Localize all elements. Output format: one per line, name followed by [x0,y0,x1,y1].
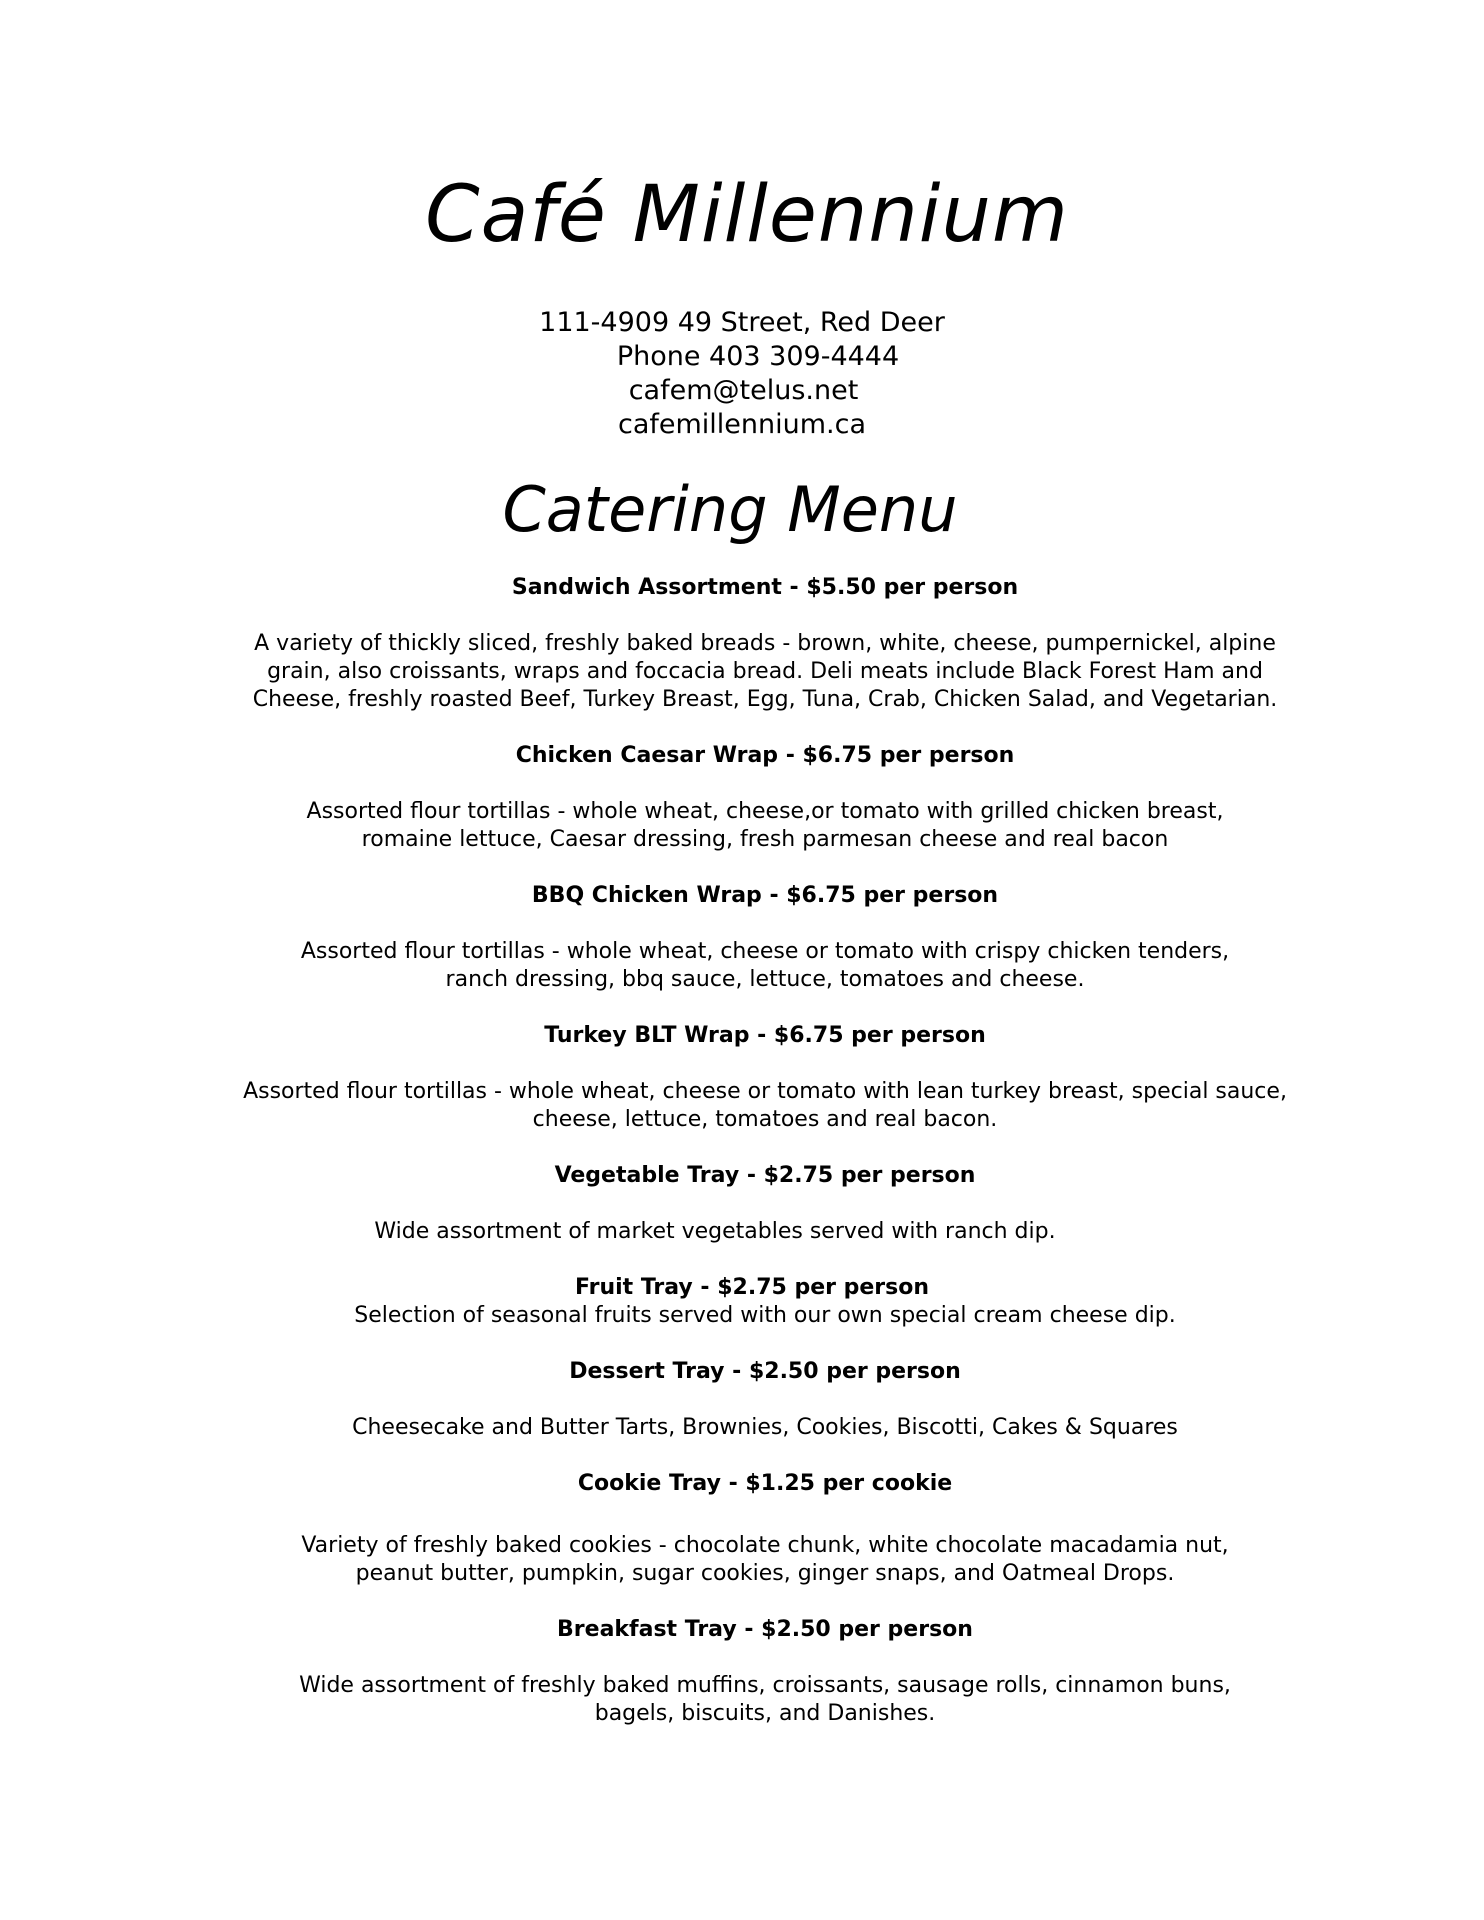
menu-item-heading: Dessert Tray - $2.50 per person [569,1359,961,1384]
menu-item-description: Assorted flour tortillas - whole wheat, cheese,or tomato with grilled chicken breast, romaine lettuce, Caesar dressing, fresh parmesan cheese and real bacon [306,799,1224,852]
menu-item-sandwich-assortment [240,574,1290,714]
menu-item-heading: Cookie Tray - $1.25 per cookie [577,1471,953,1496]
menu-item-description: A variety of thickly sliced, freshly baked breads - brown, white, cheese, pumpernickel, alpine grain, also croissants, wraps and foccacia bread. Deli meats include Black Forest Ham and Cheese, freshly roasted Beef, Turkey Breast, Egg, Tuna, Crab, Chicken Salad, and Vegetarian. [252,631,1278,712]
menu-item-description: Variety of freshly baked cookies - chocolate chunk, white chocolate macadamia nut, peanut butter, pumpkin, sugar cookies, ginger snaps, and Oatmeal Drops. [301,1533,1229,1586]
menu-item-cookie-tray [240,1470,1290,1588]
contact-block [0,306,1484,442]
menu-title: Catering Menu [502,473,958,546]
menu-item-breakfast-tray [240,1616,1290,1728]
menu-list [240,574,1290,1728]
menu-item-description: Selection of seasonal fruits served with our own special cream cheese dip. [354,1303,1176,1328]
menu-item-heading: BBQ Chicken Wrap - $6.75 per person [531,883,999,908]
menu-item-bbq-chicken-wrap [240,882,1290,994]
menu-item-description: Cheesecake and Butter Tarts, Brownies, Cookies, Biscotti, Cakes & Squares [352,1415,1178,1440]
menu-item-heading: Breakfast Tray - $2.50 per person [557,1617,973,1642]
menu-item-heading: Turkey BLT Wrap - $6.75 per person [544,1023,986,1048]
menu-item-description: Wide assortment of market vegetables served with ranch dip. [374,1219,1056,1244]
menu-item-chicken-caesar-wrap [240,742,1290,854]
menu-item-turkey-blt-wrap [240,1022,1290,1134]
menu-item-description: Assorted flour tortillas - whole wheat, cheese or tomato with lean turkey breast, special sauce, cheese, lettuce, tomatoes and real bacon. [243,1079,1287,1132]
menu-item-fruit-tray [240,1274,1290,1330]
menu-item-heading: Chicken Caesar Wrap - $6.75 per person [515,743,1015,768]
menu-item-heading: Vegetable Tray - $2.75 per person [554,1163,976,1188]
website: cafemillennium.ca [617,409,867,440]
email-address: cafem@telus.net [628,375,859,406]
menu-item-description: Assorted flour tortillas - whole wheat, cheese or tomato with crispy chicken tenders, ranch dressing, bbq sauce, lettuce, tomatoes and cheese. [300,939,1230,992]
menu-item-heading: Sandwich Assortment - $5.50 per person [511,575,1019,600]
menu-item-dessert-tray [240,1358,1290,1442]
restaurant-name: Café Millennium [425,170,1069,260]
address: 111-4909 49 Street, Red Deer [539,307,945,338]
phone-number: Phone 403 309-4444 [616,341,900,372]
menu-item-heading: Fruit Tray - $2.75 per person [574,1275,930,1300]
menu-item-description: Wide assortment of freshly baked muffins, croissants, sausage rolls, cinnamon buns, bagels, biscuits, and Danishes. [299,1673,1231,1726]
menu-item-vegetable-tray [240,1162,1290,1246]
